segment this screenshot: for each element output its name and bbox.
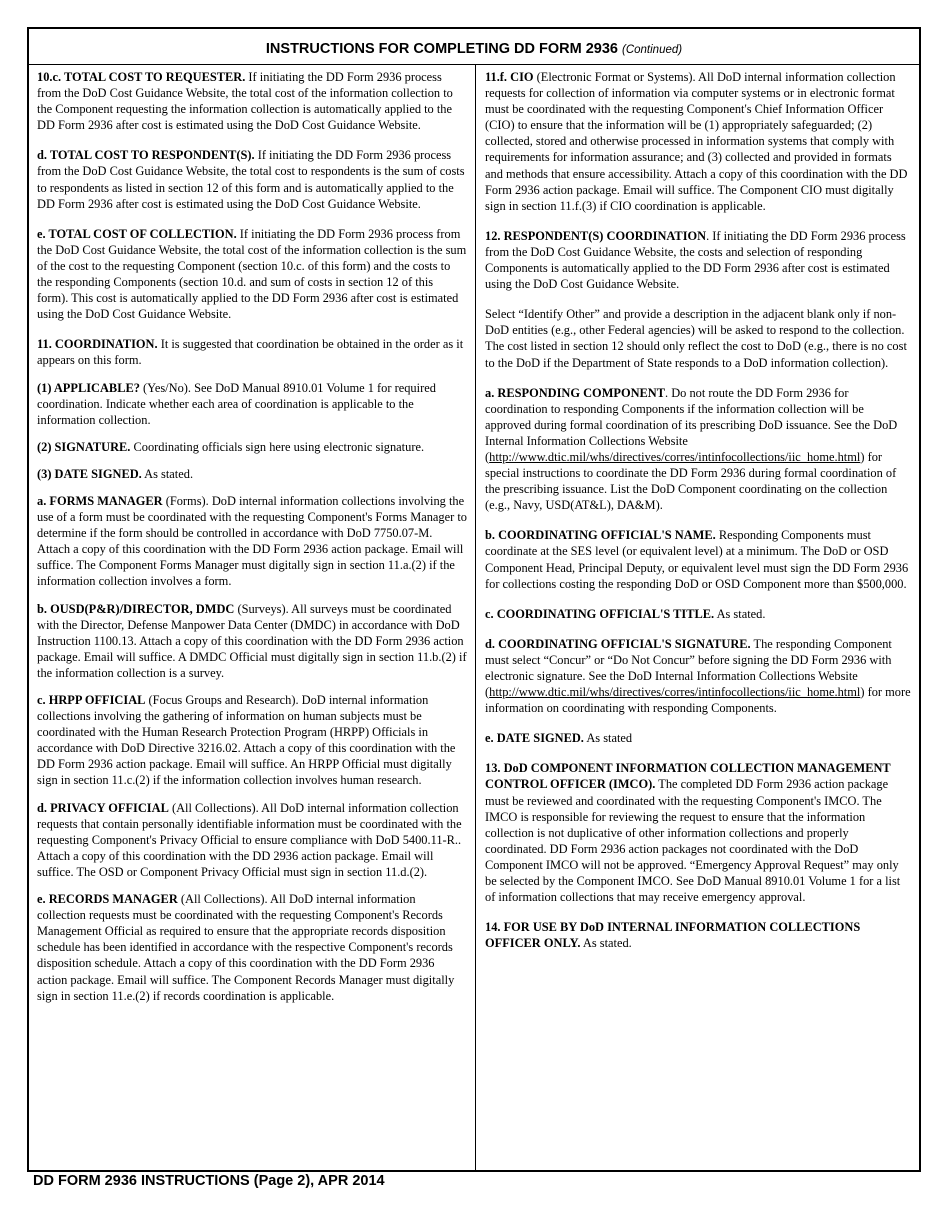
section-text: Responding Components must coordinate at the SES level (or equivalent level) at a minimum. The DoD or OSD Component Head, Principal Deputy, or equivalent level must sign the DD Form 2936 for collections costing the responding DoD or OSD Component more than $500,000. <box>485 528 909 591</box>
section-12-note: Select “Identify Other” and provide a description in the adjacent blank only if non-DoD entities (e.g., other Federal agencies) will be asked to respond to the collection. The cost listed in section 12 should only reflect the cost to DoD (e.g., there is no cost to the DoD if the Department of State responds to a DoD information collection). <box>485 307 907 370</box>
section-heading: d. COORDINATING OFFICIAL'S SIGNATURE. <box>485 636 751 651</box>
section-heading: 11. COORDINATION. <box>37 337 158 352</box>
section-12c <box>485 606 911 622</box>
section-11-2 <box>37 439 467 455</box>
section-12 <box>485 228 911 292</box>
section-text: (Yes/No). See DoD Manual 8910.01 Volume 1 for required coordination. Indicate whether each area of coordination is applicable to the information collection. <box>37 380 436 427</box>
section-11 <box>37 336 467 368</box>
section-text: If initiating the DD Form 2936 process from the DoD Cost Guidance Website, the total cost to respondents is the sum of costs to respondents as listed in section 12 of this form and is automatically applied to the DD Form 2936 after cost is estimated using the DoD Cost Guidance Website. <box>37 148 465 211</box>
section-heading: d. TOTAL COST TO RESPONDENT(S). <box>37 148 255 163</box>
section-11c <box>37 692 467 789</box>
section-text: . Do not route the DD Form 2936 for coordination to responding Components if the information collection will be approved during formal coordination of its prescribing DoD issuance. See the DoD Internal Information Collections Website ( <box>485 385 898 464</box>
section-text: (Electronic Format or Systems). All DoD internal information collection requests for collection of information via computer systems or in electronic format must be coordinated with the requesting Component's Chief Information Officer (CIO) to ensure that the information will be (1) appropriately safeguarded; (2) collected, stored and otherwise processed in information systems that comply with requirements for information assurance; and (3) collected and provided in formats and methods that ensure accessibility. Attach a copy of this coordination with the DD Form 2936 action package. Email will suffice. The Component CIO must digitally sign in section 11.f.(3) if CIO coordination is applicable. <box>485 70 908 213</box>
section-text: If initiating the DD Form 2936 process from the DoD Cost Guidance Website, the total cost of the information collection to the Component requesting the information collection is automatically applied to the DD Form 2936 after cost is estimated using the DoD Cost Guidance Website. <box>37 70 453 133</box>
section-11b <box>37 601 467 681</box>
section-14 <box>485 919 911 951</box>
section-heading: (1) APPLICABLE? <box>37 380 140 395</box>
instruction-columns <box>29 65 919 1170</box>
iic-website-link[interactable]: http://www.dtic.mil/whs/directives/corres/intinfocollections/iic_home.html <box>489 685 861 700</box>
section-text: As stated <box>583 731 633 746</box>
section-11f <box>485 69 911 214</box>
section-text: (All Collections). All DoD internal information collection requests that contain personally identifiable information must be coordinated with the requesting Component's Privacy Official to ensure compliance with DoD 5400.11-R.. Attach a copy of this coordination with the DD 2936 action package. Email will suffice. The OSD or Component Privacy Official must sign in section 11.d.(2). <box>37 800 462 879</box>
section-text: ) for more information on coordinating with responding Components. <box>485 685 911 716</box>
section-heading: d. PRIVACY OFFICIAL <box>37 800 169 815</box>
form-footer: DD FORM 2936 INSTRUCTIONS (Page 2), APR 2014 <box>33 1173 385 1189</box>
section-13 <box>485 760 911 905</box>
section-11-3 <box>37 466 467 482</box>
section-text: The completed DD Form 2936 action package must be reviewed and coordinated with the requesting Component's IMCO. The IMCO is responsible for reviewing the request to ensure that the information collection is not duplicative of other information collections and properly coordinated. DD Form 2936 action packages not coordinated with the DoD Component IMCO will not be approved. “Emergency Approval Request” may only be selected by the Component IMCO. See DoD Manual 8910.01 Volume 1 for a list of information collections that may receive emergency approval. <box>485 777 901 905</box>
section-heading: (3) DATE SIGNED. <box>37 466 142 481</box>
section-heading: 14. FOR USE BY DoD INTERNAL INFORMATION COLLECTIONS OFFICER ONLY. <box>485 920 861 951</box>
left-column <box>29 65 476 1170</box>
section-10c <box>37 69 467 133</box>
section-heading: 12. RESPONDENT(S) COORDINATION <box>485 228 707 243</box>
section-text: (Surveys). All surveys must be coordinated with the Director, Defense Manpower Data Center (DMDC) in accordance with DoD Instruction 1100.13. Attach a copy of this coordination with the DD Form 2936 action package. Email will suffice. A DMDC Official must digitally sign in section 11.b.(2) if the information collection is a survey. <box>37 601 467 680</box>
section-heading: a. RESPONDING COMPONENT <box>485 385 666 400</box>
section-text: Coordinating officials sign here using electronic signature. <box>130 439 425 454</box>
section-heading: 10.c. TOTAL COST TO REQUESTER. <box>37 70 246 84</box>
section-heading: (2) SIGNATURE. <box>37 439 131 454</box>
section-heading: c. COORDINATING OFFICIAL'S TITLE. <box>485 606 715 621</box>
continued-label: (Continued) <box>622 44 683 56</box>
section-text: (Focus Groups and Research). DoD internal information collections involving the gathering of information on human subjects must be coordinated with the Human Research Protection Program (HRPP) Officials in accordance with DoD Directive 3216.02. Attach a copy of this coordination with the DD Form 2936 action package. Email will suffice. An HRPP Official must digitally sign in section 11.c.(2) if the information collection involves human research. <box>37 693 456 788</box>
section-text: ) for special instructions to coordinate the DD Form 2936 during formal coordination of the prescribing issuance. List the DoD Component coordinating on the collection (e.g., Navy, USD(AT&L), DA&M). <box>485 449 897 513</box>
section-11e <box>37 891 467 1004</box>
section-text: . If initiating the DD Form 2936 process from the DoD Cost Guidance Website, the costs and selection of responding Components is automatically applied to the DD Form 2936 after cost is estimated using the DoD Cost Guidance Website. <box>485 228 906 292</box>
section-text: If initiating the DD Form 2936 process from the DoD Cost Guidance Website, the total cost of the information collection is the sum of the cost to the requesting Component (section 10.c. of this form) and the costs to the responding Components (section 10.d. and sum of costs in section 12 of this form). This cost is automatically applied to the DD Form 2936 after cost is estimated using the DoD Cost Guidance Website. <box>37 226 467 322</box>
section-text: As stated. <box>714 606 766 621</box>
section-11-1 <box>37 380 467 428</box>
section-heading: c. HRPP OFFICIAL <box>37 693 146 707</box>
section-text: The responding Component must select “Concur” or “Do Not Concur” before signing the DD Form 2936 with electronic signature. See the DoD Internal Information Collections Website ( <box>485 636 892 700</box>
section-12e <box>485 730 911 746</box>
form-frame <box>27 27 921 1172</box>
section-heading: 13. DoD COMPONENT INFORMATION COLLECTION MANAGEMENT CONTROL OFFICER (IMCO). <box>485 761 891 792</box>
iic-website-link[interactable]: http://www.dtic.mil/whs/directives/corres/intinfocollections/iic_home.html <box>489 449 861 464</box>
section-text: As stated. <box>580 936 632 951</box>
section-12b <box>485 527 911 591</box>
section-text: (Forms). DoD internal information collections involving the use of a form must be coordinated with the requesting Component's Forms Manager to determine if the form should be controlled in accordance with DoD 7750.07-M. Attach a copy of this coordination with the DD Form 2936 action package. Email will suffice. The Component Forms Manager must digitally sign in section 11.a.(2) if the information collection involves a form. <box>37 493 467 589</box>
section-text: (All Collections). All DoD internal information collection requests must be coordinated with the requesting Component's Records Management Official as required to ensure that the appropriate records disposition schedule has been identified in accordance with the respective Component's records disposition schedule. Attach a copy of this coordination with the DD Form 2936 action package. Email will suffice. The Component Records Manager must digitally sign in section 11.e.(2) if records coordination is applicable. <box>37 892 455 1003</box>
section-11d <box>37 800 467 880</box>
section-heading: b. COORDINATING OFFICIAL'S NAME. <box>485 528 716 543</box>
section-12d <box>485 636 911 716</box>
page-header <box>29 29 919 65</box>
section-10d <box>37 147 467 211</box>
section-heading: 11.f. CIO <box>485 70 534 84</box>
section-heading: b. OUSD(P&R)/DIRECTOR, DMDC <box>37 601 235 616</box>
section-11a <box>37 493 467 590</box>
right-column <box>476 65 919 1170</box>
section-10e <box>37 226 467 323</box>
section-text: As stated. <box>141 466 194 481</box>
section-heading: e. DATE SIGNED. <box>485 731 584 746</box>
page-title: INSTRUCTIONS FOR COMPLETING DD FORM 2936 <box>265 41 618 57</box>
section-heading: e. TOTAL COST OF COLLECTION. <box>37 226 237 241</box>
section-heading: e. RECORDS MANAGER <box>37 892 178 907</box>
section-12a <box>485 385 911 514</box>
section-heading: a. FORMS MANAGER <box>37 493 163 508</box>
section-text: It is suggested that coordination be obtained in the order as it appears on this form. <box>37 337 464 368</box>
